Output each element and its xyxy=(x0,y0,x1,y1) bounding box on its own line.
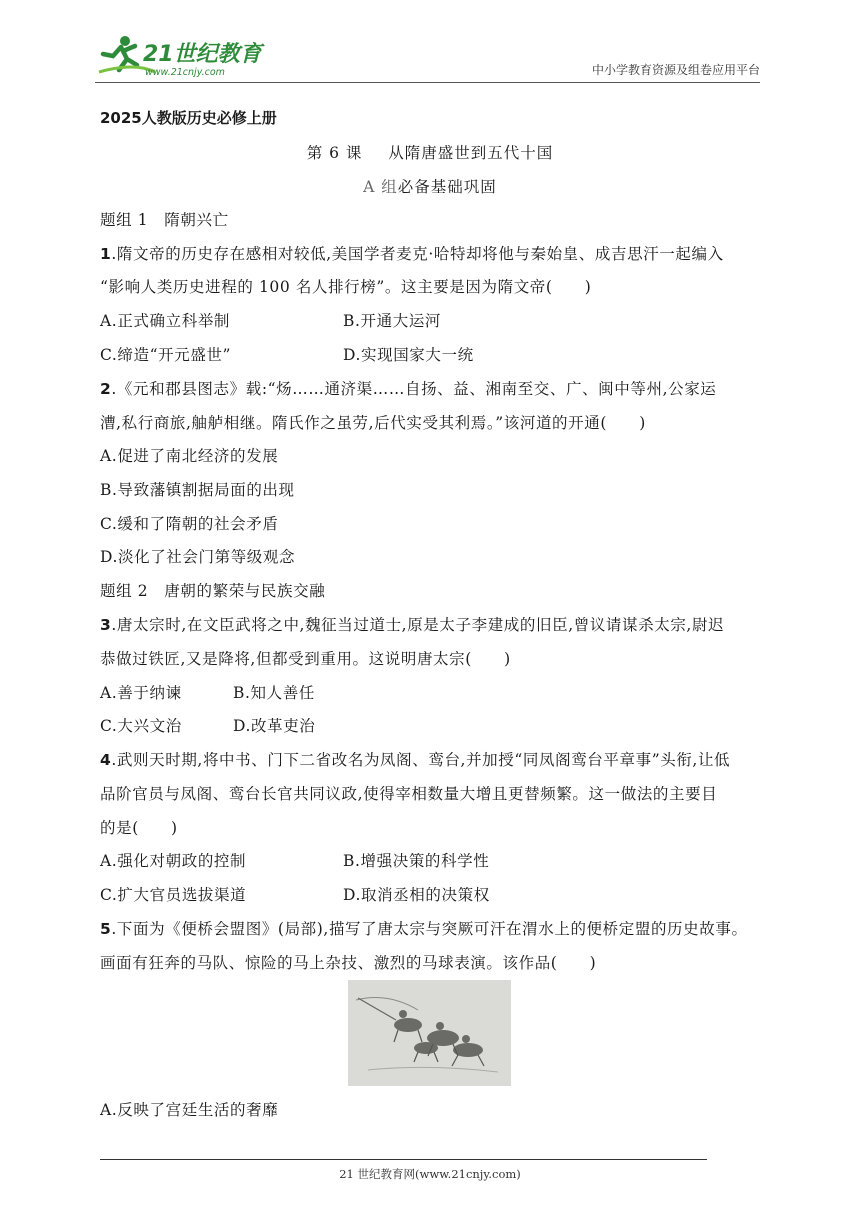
lesson-title: 从隋唐盛世到五代十国 xyxy=(388,144,554,162)
q4-option-c: C.扩大官员选拔渠道 xyxy=(100,886,247,904)
group-heading xyxy=(0,175,860,197)
q4-option-a: A.强化对朝政的控制 xyxy=(100,852,247,870)
section-heading-1: 题组 1 隋朝兴亡 xyxy=(100,211,229,229)
q2-option-a: A.促进了南北经济的发展 xyxy=(100,447,279,465)
question-number: 2 xyxy=(100,380,112,398)
question-number: 4 xyxy=(100,751,112,769)
question-text: .《元和郡县图志》载:“炀……通济渠……自扬、益、湘南至交、广、闽中等州,公家运 xyxy=(111,380,717,398)
question-1-line-2: “影响人类历史进程的 100 名人排行榜”。这主要是因为隋文帝( ) xyxy=(100,278,592,296)
q1-option-c: C.缔造“开元盛世” xyxy=(100,346,232,364)
page-header xyxy=(95,32,760,83)
question-text: .隋文帝的历史存在感相对较低,美国学者麦克·哈特却将他与秦始皇、成吉思汗一起编入 xyxy=(111,245,724,263)
q2-option-b: B.导致藩镇割据局面的出现 xyxy=(100,481,295,499)
svg-text:www.21cnjy.com: www.21cnjy.com xyxy=(145,67,225,78)
question-number: 5 xyxy=(100,920,112,938)
q2-option-c: C.缓和了隋朝的社会矛盾 xyxy=(100,515,279,533)
question-text: .武则天时期,将中书、门下二省改名为凤阁、鸾台,并加授“同凤阁鸾台平章事”头衔,让低 xyxy=(111,751,731,769)
section-heading-2: 题组 2 唐朝的繁荣与民族交融 xyxy=(100,582,326,600)
question-4-line-3: 的是( ) xyxy=(100,819,178,837)
question-3-line-1 xyxy=(100,613,724,635)
q1-option-d: D.实现国家大一统 xyxy=(343,346,474,364)
q3-option-a: A.善于纳谏 xyxy=(100,684,182,702)
q5-option-a: A.反映了宫廷生活的奢靡 xyxy=(100,1101,279,1119)
q1-option-a: A.正式确立科举制 xyxy=(100,312,231,330)
book-title: 2025人教版历史必修上册 xyxy=(100,109,277,127)
question-number: 3 xyxy=(100,616,112,634)
question-3-line-2: 恭做过铁匠,又是降将,但都受到重用。这说明唐太宗( ) xyxy=(100,650,511,668)
lesson-heading xyxy=(0,141,860,163)
bianqiao-painting-image xyxy=(348,980,511,1086)
svg-text:21世纪教育: 21世纪教育 xyxy=(143,42,262,67)
footer-divider xyxy=(100,1159,707,1160)
q3-option-d: D.改革吏治 xyxy=(233,717,316,735)
question-5-line-1 xyxy=(100,917,748,939)
q4-option-b: B.增强决策的科学性 xyxy=(343,852,490,870)
question-text: .下面为《便桥会盟图》(局部),描写了唐太宗与突厥可汗在渭水上的便桥定盟的历史故事。 xyxy=(111,920,748,938)
question-5-line-2: 画面有狂奔的马队、惊险的马上杂技、激烈的马球表演。该作品( ) xyxy=(100,954,597,972)
lesson-number: 第 6 课 xyxy=(306,144,363,162)
question-number: 1 xyxy=(100,245,112,263)
platform-name: 中小学教育资源及组卷应用平台 xyxy=(591,63,760,77)
group-title: 必备基础巩固 xyxy=(397,178,497,196)
q3-option-c: C.大兴文治 xyxy=(100,717,182,735)
question-4-line-2: 品阶官员与凤阁、鸾台长官共同议政,使得宰相数量大增且更替频繁。这一做法的主要目 xyxy=(100,785,718,803)
question-2-line-2: 漕,私行商旅,舳舻相继。隋氏作之虽劳,后代实受其利焉。”该河道的开通( ) xyxy=(100,414,646,432)
site-logo[interactable] xyxy=(95,32,265,80)
question-text: .唐太宗时,在文臣武将之中,魏征当过道士,原是太子李建成的旧臣,曾议请谋杀太宗,尉迟 xyxy=(111,616,725,634)
question-2-line-1 xyxy=(100,377,716,399)
footer-text[interactable]: 21 世纪教育网(www.21cnjy.com) xyxy=(339,1167,521,1181)
painting-illustration xyxy=(348,980,511,1086)
q3-option-b: B.知人善任 xyxy=(233,684,315,702)
question-1-line-1 xyxy=(100,242,724,264)
q1-option-b: B.开通大运河 xyxy=(343,312,442,330)
q2-option-d: D.淡化了社会门第等级观念 xyxy=(100,548,296,566)
q4-option-d: D.取消丞相的决策权 xyxy=(343,886,490,904)
runner-logo-icon xyxy=(95,32,265,80)
question-4-line-1 xyxy=(100,748,730,770)
group-prefix: A 组 xyxy=(363,178,398,196)
